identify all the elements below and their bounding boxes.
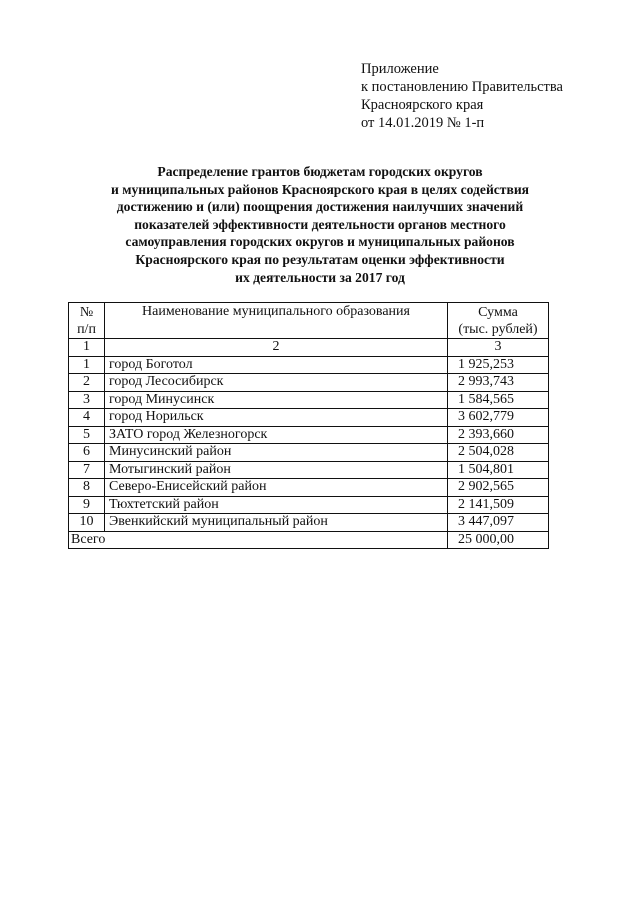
row-num: 9 bbox=[69, 496, 105, 514]
row-num: 6 bbox=[69, 444, 105, 462]
row-num: 3 bbox=[69, 391, 105, 409]
table-row bbox=[69, 514, 549, 532]
row-num: 10 bbox=[69, 514, 105, 532]
title-line: самоуправления городских округов и муниципальных районов bbox=[125, 234, 515, 250]
appendix-line: Приложение bbox=[361, 61, 439, 77]
total-sum: 25 000,00 bbox=[448, 531, 549, 549]
row-name: Эвенкийский муниципальный район bbox=[105, 514, 448, 532]
row-sum: 1 504,801 bbox=[448, 461, 549, 479]
title-line: их деятельности за 2017 год bbox=[235, 269, 405, 285]
header-sum-line: (тыс. рублей) bbox=[458, 321, 538, 337]
table-row bbox=[69, 496, 549, 514]
title-line: и муниципальных районов Красноярского края в целях содействия bbox=[110, 181, 530, 197]
title-line: показателей эффективности деятельности органов местного bbox=[134, 216, 506, 232]
row-sum: 2 993,743 bbox=[448, 374, 549, 392]
row-num: 8 bbox=[69, 479, 105, 497]
total-row bbox=[69, 531, 549, 549]
row-sum: 2 902,565 bbox=[448, 479, 549, 497]
row-num: 1 bbox=[69, 356, 105, 374]
table-row bbox=[69, 391, 549, 409]
title-line: Красноярского края по результатам оценки эффективности bbox=[135, 251, 505, 267]
table-row bbox=[69, 409, 549, 427]
row-name: Минусинский район bbox=[105, 444, 448, 462]
column-number: 1 bbox=[69, 339, 105, 357]
title-line: достижению и (или) поощрения достижения наилучших значений bbox=[116, 199, 524, 215]
row-num: 5 bbox=[69, 426, 105, 444]
appendix-block bbox=[361, 60, 563, 132]
table-row bbox=[69, 444, 549, 462]
grants-table bbox=[68, 302, 549, 549]
header-num-line: п/п bbox=[77, 321, 96, 337]
row-sum: 3 447,097 bbox=[448, 514, 549, 532]
table-row bbox=[69, 426, 549, 444]
column-number-row bbox=[69, 339, 549, 357]
row-name: город Боготол bbox=[105, 356, 448, 374]
appendix-line: Красноярского края bbox=[361, 97, 484, 113]
column-number: 3 bbox=[448, 339, 549, 357]
row-num: 4 bbox=[69, 409, 105, 427]
table-row bbox=[69, 356, 549, 374]
header-name: Наименование муниципального образования bbox=[105, 303, 448, 339]
table-row bbox=[69, 374, 549, 392]
total-label: Всего bbox=[69, 531, 448, 549]
row-sum: 2 504,028 bbox=[448, 444, 549, 462]
row-sum: 2 141,509 bbox=[448, 496, 549, 514]
header-sum bbox=[448, 303, 549, 339]
row-sum: 1 584,565 bbox=[448, 391, 549, 409]
row-sum: 1 925,253 bbox=[448, 356, 549, 374]
appendix-line: от 14.01.2019 № 1-п bbox=[361, 115, 485, 131]
row-name: Тюхтетский район bbox=[105, 496, 448, 514]
row-name: Мотыгинский район bbox=[105, 461, 448, 479]
row-num: 2 bbox=[69, 374, 105, 392]
appendix-line: к постановлению Правительства bbox=[361, 79, 563, 95]
row-sum: 2 393,660 bbox=[448, 426, 549, 444]
document-title bbox=[70, 163, 570, 286]
row-name: ЗАТО город Железногорск bbox=[105, 426, 448, 444]
table-header-row bbox=[69, 303, 549, 339]
title-line: Распределение грантов бюджетам городских округов bbox=[157, 164, 483, 179]
row-name: город Лесосибирск bbox=[105, 374, 448, 392]
row-name: город Норильск bbox=[105, 409, 448, 427]
header-num-line: № bbox=[79, 304, 94, 320]
row-name: город Минусинск bbox=[105, 391, 448, 409]
table-row bbox=[69, 479, 549, 497]
column-number: 2 bbox=[105, 339, 448, 357]
row-num: 7 bbox=[69, 461, 105, 479]
row-sum: 3 602,779 bbox=[448, 409, 549, 427]
row-name: Северо-Енисейский район bbox=[105, 479, 448, 497]
header-sum-line: Сумма bbox=[478, 304, 518, 320]
table-row bbox=[69, 461, 549, 479]
header-num bbox=[69, 303, 105, 339]
